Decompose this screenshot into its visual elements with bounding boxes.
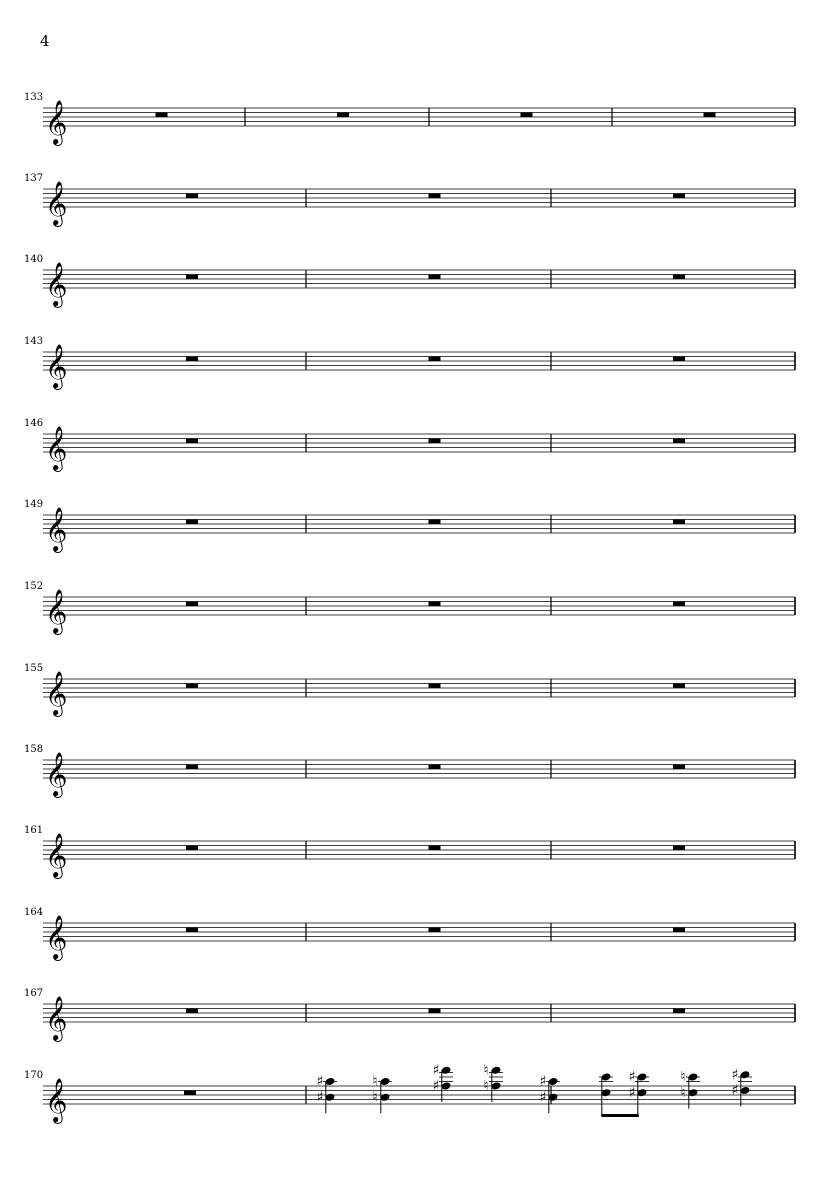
svg-text:𝄞: 𝄞 xyxy=(45,181,68,225)
whole-rest xyxy=(673,928,685,933)
whole-rest xyxy=(186,765,198,770)
measure-number: 164 xyxy=(24,907,44,918)
natural-icon: ♮ xyxy=(372,1089,378,1106)
svg-text:𝄞: 𝄞 xyxy=(45,915,68,959)
whole-rest xyxy=(673,846,685,851)
natural-icon: ♮ xyxy=(680,1084,686,1101)
whole-rest xyxy=(186,357,198,362)
sharp-icon: ♯ xyxy=(432,1062,440,1079)
natural-icon: ♮ xyxy=(483,1062,489,1079)
svg-text:𝄞: 𝄞 xyxy=(45,507,68,551)
measure-number: 149 xyxy=(24,499,44,510)
treble-clef-icon xyxy=(45,752,67,798)
whole-rest xyxy=(673,439,685,444)
whole-rest xyxy=(673,602,685,607)
treble-clef-icon xyxy=(45,507,67,553)
sharp-icon: ♯ xyxy=(432,1078,440,1094)
sharp-icon: ♯ xyxy=(539,1089,547,1106)
treble-clef-icon xyxy=(45,100,67,146)
measure-number: 137 xyxy=(24,173,44,184)
treble-clef-icon xyxy=(45,996,67,1042)
whole-rest xyxy=(186,684,198,689)
sharp-icon: ♯ xyxy=(316,1073,324,1090)
whole-rest xyxy=(673,765,685,770)
natural-icon: ♮ xyxy=(483,1078,489,1094)
measure-number: 133 xyxy=(24,92,44,103)
sharp-icon: ♯ xyxy=(731,1082,739,1099)
svg-text:𝄞: 𝄞 xyxy=(45,344,68,388)
sharp-icon: ♯ xyxy=(628,1084,636,1101)
whole-rest xyxy=(184,1091,196,1096)
whole-rest xyxy=(704,113,716,118)
whole-rest xyxy=(429,275,441,280)
treble-clef-icon xyxy=(45,671,67,717)
treble-clef-icon xyxy=(45,262,67,308)
measure-number: 143 xyxy=(24,336,44,347)
whole-rest xyxy=(673,684,685,689)
svg-text:𝄞: 𝄞 xyxy=(45,833,68,877)
whole-rest xyxy=(186,928,198,933)
whole-rest xyxy=(673,520,685,525)
whole-rest xyxy=(673,275,685,280)
whole-rest xyxy=(521,113,533,118)
whole-rest xyxy=(429,846,441,851)
treble-clef-icon xyxy=(45,426,67,472)
whole-rest xyxy=(429,1009,441,1014)
whole-rest xyxy=(186,846,198,851)
page-number: 4 xyxy=(40,32,50,50)
whole-rest xyxy=(429,684,441,689)
measure-number: 161 xyxy=(24,825,44,836)
treble-clef-icon xyxy=(45,344,67,390)
treble-clef-icon xyxy=(45,589,67,635)
whole-rest xyxy=(186,520,198,525)
treble-clef-icon xyxy=(45,1078,67,1124)
svg-text:𝄞: 𝄞 xyxy=(45,1078,68,1122)
whole-rest xyxy=(429,928,441,933)
measure-number: 170 xyxy=(24,1070,44,1081)
whole-rest xyxy=(337,113,349,118)
measure-number: 146 xyxy=(24,418,44,429)
svg-text:𝄞: 𝄞 xyxy=(45,752,68,796)
whole-rest xyxy=(429,602,441,607)
whole-rest xyxy=(673,1009,685,1014)
measure-number: 167 xyxy=(24,988,44,999)
whole-rest xyxy=(186,602,198,607)
whole-rest xyxy=(429,439,441,444)
svg-text:𝄞: 𝄞 xyxy=(45,671,68,715)
whole-rest xyxy=(673,357,685,362)
sharp-icon: ♯ xyxy=(316,1089,324,1106)
whole-rest xyxy=(186,275,198,280)
sharp-icon: ♯ xyxy=(539,1073,547,1090)
whole-rest xyxy=(673,194,685,199)
beam xyxy=(602,1114,639,1117)
treble-clef-icon xyxy=(45,833,67,879)
treble-clef-icon xyxy=(45,181,67,227)
whole-rest xyxy=(186,1009,198,1014)
whole-rest xyxy=(429,194,441,199)
treble-clef-icon xyxy=(45,915,67,961)
sharp-icon: ♯ xyxy=(731,1066,739,1083)
whole-rest xyxy=(429,357,441,362)
svg-text:𝄞: 𝄞 xyxy=(45,262,68,306)
whole-rest xyxy=(429,520,441,525)
whole-rest xyxy=(156,113,168,118)
whole-rest xyxy=(186,439,198,444)
measure-number: 158 xyxy=(24,744,44,755)
whole-rest xyxy=(186,194,198,199)
svg-text:𝄞: 𝄞 xyxy=(45,426,68,470)
svg-text:𝄞: 𝄞 xyxy=(45,589,68,633)
svg-text:𝄞: 𝄞 xyxy=(45,100,68,144)
svg-text:𝄞: 𝄞 xyxy=(45,996,68,1040)
whole-rest xyxy=(429,765,441,770)
measure-number: 152 xyxy=(24,581,44,592)
sharp-icon: ♯ xyxy=(628,1069,636,1085)
measure-number: 155 xyxy=(24,663,44,674)
measure-number: 140 xyxy=(24,254,44,265)
natural-icon: ♮ xyxy=(680,1069,686,1085)
natural-icon: ♮ xyxy=(372,1073,378,1090)
